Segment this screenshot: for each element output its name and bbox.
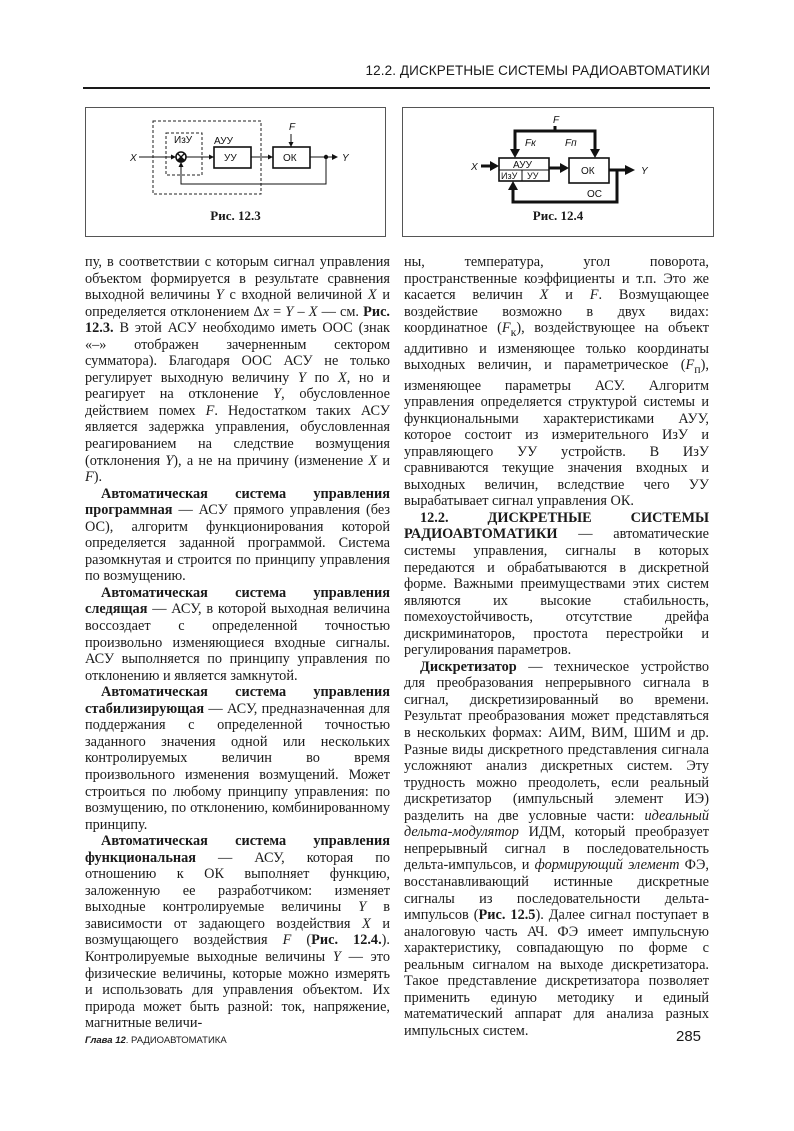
svg-text:АУУ: АУУ <box>513 160 532 171</box>
svg-text:ОК: ОК <box>283 153 297 164</box>
definition-paragraph: Автоматическая система управления программная — АСУ прямого управления (без ОС), алгоритм функционирования которой определяется заданной программой. Система разомкнутая и строится по принципу управления по возмущению. <box>85 485 390 585</box>
definition-paragraph: Автоматическая система управления функциональная — АСУ, которая по отношению к ОК выполняет функцию, заложенную ее разработчиком: изменяет выходные контролируемые величины Y в зависимости от задающего воздействия X и возмущающего воздействия F (Рис. 12.4.). Контролируемые выходные величины Y — это физические величины, которые можно измерять и использовать для управления объектом. Их природа может быть разной: ток, напряжение, магнитные величи- <box>85 833 390 1032</box>
running-header-title: 12.2. ДИСКРЕТНЫЕ СИСТЕМЫ РАДИОАВТОМАТИКИ <box>365 63 710 78</box>
figure-caption: Рис. 12.3 <box>210 208 261 223</box>
svg-text:УУ: УУ <box>527 171 539 181</box>
section-paragraph: 12.2. ДИСКРЕТНЫЕ СИСТЕМЫ РАДИОАВТОМАТИКИ — автоматические системы управления, сигналы в которых передаются и обрабатываются в дискретной форме. Важными преимуществами этих систем являются их высокие стабильность, помехоустойчивость, отсутствие дрейфа дискриминаторов, простота перестройки и регулирования параметров. <box>404 509 709 659</box>
svg-text:Fк: Fк <box>525 138 536 149</box>
term: Автоматическая система управления программная <box>85 485 390 519</box>
definition-paragraph: Автоматическая система управления следящая — АСУ, в которой выходная величина воссоздает с определенной точностью произвольно изменяющиеся входные сигналы. АСУ выполняется по принципу управления по отклонению и является замкнутой. <box>85 584 390 684</box>
svg-text:ОК: ОК <box>581 166 595 177</box>
svg-text:F: F <box>289 122 296 133</box>
figure-12-4 <box>402 107 714 237</box>
figure-reference: Рис. 12.3. <box>85 303 390 337</box>
paragraph: пу, в соответствии с которым сигнал управления объектом формируется в результате сравнения выходной величины Y с входной величиной X и определяется отклонением Δx = Y – X — см. Рис. 12.3. В этой АСУ необходимо иметь ООС (знак «–» отображен зачерненным сектором сумматора). Благодаря ООС АСУ не только регулирует выходную величину Y по X, но и реагирует на отклонение Y, обусловленное действием помех F. Недостатком таких АСУ является задержка управления, обусловленная реагированием на следствие возмущения (отклонения Y), а не на причину (изменение X и F). <box>85 254 391 486</box>
running-header <box>83 60 710 89</box>
svg-text:ИзУ: ИзУ <box>501 171 518 181</box>
figure-caption: Рис. 12.4 <box>532 208 584 223</box>
definition-paragraph: Автоматическая система управления стабилизирующая — АСУ, предназначенная для поддержания с определенной точностью заданного значения одной или нескольких контролируемых величин во время произвольного изменения возмущений. Может строиться по любому принципу управления: по возмущению, по отклонению, комбинированному принципу. <box>85 684 390 833</box>
term: Дискретизатор <box>420 658 517 675</box>
svg-text:АУУ: АУУ <box>214 136 233 147</box>
section-heading: 12.2. ДИСКРЕТНЫЕ СИСТЕМЫ РАДИОАВТОМАТИКИ <box>404 509 709 543</box>
svg-text:Fп: Fп <box>565 138 577 149</box>
paragraph: ны, температура, угол поворота, пространственные коэффициенты и т.п. Это же касается величин X и F. Возмущающее воздействие возможно в двух видах: координатное $(F_к)$, воздействующее на объект аддитивно и изменяющее только координаты выходных величин, и параметрическое $(F_п)$, изменяющее параметры АСУ. Алгоритм управления определяется структурой системы и функциональными характеристиками АУУ, которое состоит из измерительного ИзУ и управляющего УУ устройств. В ИзУ сравниваются текущие значения входных и выходных величин, вследствие чего УУ вырабатывает сигнал управления ОК. <box>404 254 709 510</box>
svg-text:УУ: УУ <box>224 153 237 164</box>
figure-reference: Рис. 12.4. <box>311 932 382 949</box>
svg-text:Y: Y <box>342 153 349 164</box>
figure-reference: Рис. 12.5 <box>478 907 536 924</box>
figure-12-3 <box>85 107 386 237</box>
term: Автоматическая система управления следящая <box>85 584 390 618</box>
footer-chapter: Глава 12. РАДИОАВТОМАТИКА <box>85 1035 227 1046</box>
page-number: 285 <box>676 1028 702 1045</box>
svg-text:ИзУ: ИзУ <box>174 135 193 146</box>
left-text-column <box>85 254 390 1032</box>
svg-text:ОС: ОС <box>587 189 602 200</box>
term: Автоматическая система управления стабилизирующая <box>85 684 390 717</box>
definition-paragraph: Дискретизатор — техническое устройство для преобразования непрерывного сигнала в сигнал, дискретизированный во времени. Результат преобразования может представляться в нескольких формах: АИМ, ВИМ, ШИМ и др. Разные виды дискретного представления сигнала усложняют анализ дискретных систем. Эту трудность можно преодолеть, если реальный дискретизатор (импульсный элемент ИЭ) разделить на две условные части: идеальный дельта-модулятор ИДМ, который преобразует непрерывный сигнал в последовательность дельта-импульсов, и формирующий элемент ФЭ, восстанавливающий истинные дискретные сигналы из последовательности дельта-импульсов (Рис. 12.5). Далее сигнал поступает в аналоговую часть АЧ. ФЭ имеет импульсную характеристику, совпадающую по форме с реальным сигналом на выходе дискретизатора. Такое представление дискретизатора позволяет применить единую методику и единый математический аппарат для анализа разных импульсных систем. <box>404 658 709 1039</box>
svg-text:X: X <box>471 162 478 173</box>
input-x-label: X <box>130 153 137 164</box>
term: Автоматическая система управления функциональная <box>85 833 390 866</box>
svg-text:F: F <box>553 115 560 126</box>
right-text-column <box>404 254 709 1039</box>
svg-text:Y: Y <box>641 166 648 177</box>
